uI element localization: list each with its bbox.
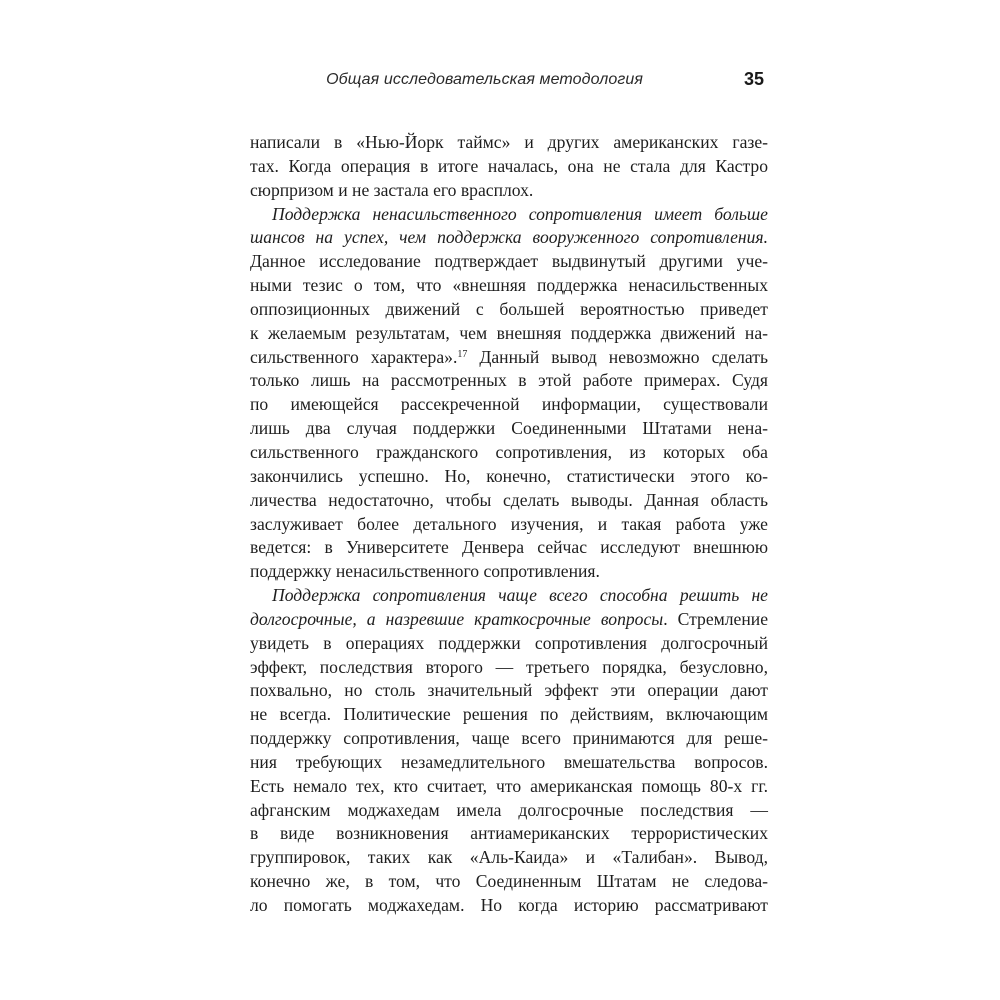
text-line: поддержку ненасильственного сопротивления. [250, 561, 600, 582]
text-line: сильственного гражданского сопротивления, из которых оба [250, 441, 768, 462]
text-line: не всегда. Политические решения по действиям, включающим [250, 704, 768, 725]
text-line: в виде возникновения антиамериканских террористических [250, 823, 768, 844]
text-line [250, 226, 768, 250]
text-line [250, 203, 768, 227]
italic-thesis: шансов на успех, чем поддержка вооруженного сопротивления. [250, 227, 768, 248]
text-line: эффект, последствия второго — третьего порядка, безусловно, [250, 656, 768, 677]
italic-thesis: Поддержка сопротивления чаще всего способна решить не [272, 585, 768, 606]
text-line: Есть немало тех, кто считает, что американская помощь 80-х гг. [250, 775, 768, 796]
text-line: ными тезис о том, что «внешняя поддержка ненасильственных [250, 275, 768, 296]
italic-thesis: Поддержка ненасильственного сопротивления имеет больше [272, 203, 768, 224]
text-fragment: сильственного характера». [250, 346, 458, 367]
text-line [250, 584, 768, 608]
text-line: оппозиционных движений с большей вероятностью приведет [250, 298, 768, 319]
text-line: лишь два случая поддержки Соединенными Штатами нена- [250, 418, 768, 439]
text-line: закончились успешно. Но, конечно, статистически этого ко- [250, 465, 768, 486]
text-line: ло помогать моджахедам. Но когда историю рассматривают [250, 895, 768, 915]
text-fragment: . Стремление [663, 608, 769, 629]
running-head [250, 71, 768, 97]
text-line [250, 608, 768, 632]
text-line: сюрпризом и не застала его врасплох. [250, 179, 534, 200]
running-title: Общая исследовательская методология [326, 71, 643, 88]
text-line: к желаемым результатам, чем внешняя поддержка движений на- [250, 322, 768, 343]
text-line: увидеть в операциях поддержки сопротивления долгосрочный [250, 632, 768, 653]
text-line: личества недостаточно, чтобы сделать выводы. Данная область [250, 489, 768, 510]
text-line: конечно же, в том, что Соединенным Штатам не следова- [250, 871, 768, 892]
text-line: похвально, но столь значительный эффект эти операции дают [250, 680, 768, 701]
italic-thesis: долгосрочные, а назревшие краткосрочные вопросы [250, 608, 664, 629]
body-text [250, 131, 768, 918]
text-line: заслуживает более детального изучения, и такая работа уже [250, 513, 768, 534]
text-line: только лишь на рассмотренных в этой работе примерах. Судя [250, 370, 768, 391]
text-line: поддержку сопротивления, чаще всего принимаются для реше- [250, 728, 768, 749]
text-line: афганским моджахедам имела долгосрочные последствия — [250, 799, 768, 820]
text-line: группировок, таких как «Аль-Каида» и «Талибан». Вывод, [250, 847, 768, 868]
text-line: Данное исследование подтверждает выдвинутый другими уче- [250, 251, 768, 272]
text-line: тах. Когда операция в итоге началась, она не стала для Кастро [250, 155, 768, 176]
text-line [250, 346, 768, 370]
footnote-ref: 17 [457, 348, 468, 360]
text-fragment: Данный вывод невозможно сделать [467, 346, 768, 367]
text-line: написали в «Нью-Йорк таймс» и других американских газе- [250, 132, 768, 152]
page-number: 35 [743, 69, 764, 89]
text-line: по имеющейся рассекреченной информации, существовали [250, 394, 768, 415]
text-line: ведется: в Университете Денвера сейчас исследуют внешнюю [250, 537, 768, 558]
text-line: ния требующих незамедлительного вмешательства вопросов. [250, 751, 768, 772]
